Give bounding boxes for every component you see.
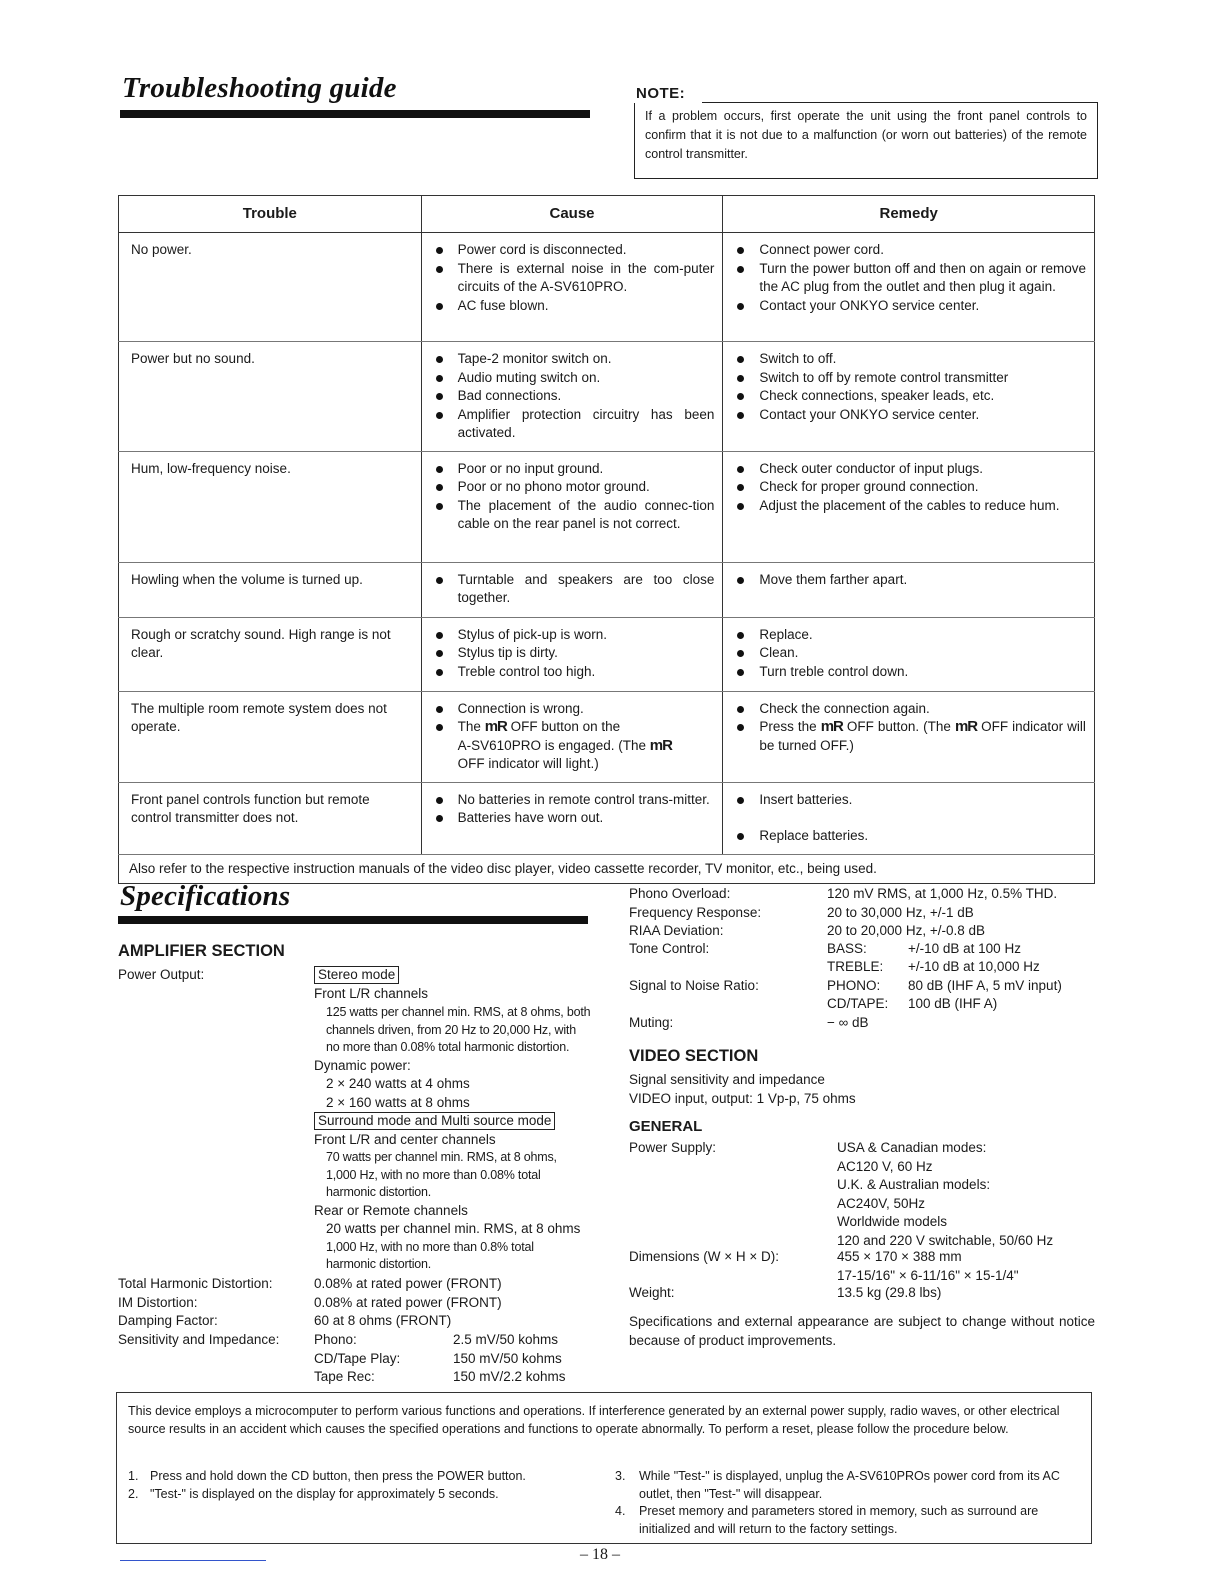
remedy-cell xyxy=(723,782,1095,854)
cause-item: Power cord is disconnected. xyxy=(434,241,715,260)
note-text: If a problem occurs, first operate the unit using the front panel controls to confirm that it is not due to a malfunction (or worn out batteries) of the remote control transmitter. xyxy=(645,109,1087,161)
trouble-cell: Rough or scratchy sound. High range is not clear. xyxy=(119,617,422,691)
remedy-item: Check connections, speaker leads, etc. xyxy=(735,387,1086,406)
dim-line: 455 × 170 × 388 mm xyxy=(837,1249,962,1264)
im-value: 0.08% at rated power (FRONT) xyxy=(314,1295,502,1310)
snr-cd-key: CD/TAPE: xyxy=(827,996,889,1011)
cause-cell xyxy=(421,691,723,782)
cause-item: Turntable and speakers are too close together. xyxy=(434,571,715,608)
cause-item: There is external noise in the com-puter circuits of the A-SV610PRO. xyxy=(434,260,715,297)
tone-bass-key: BASS: xyxy=(827,941,867,956)
troubleshooting-title: Troubleshooting guide xyxy=(122,72,397,104)
remedy-item: Move them farther apart. xyxy=(735,571,1086,590)
cause-item xyxy=(434,718,715,774)
dynamic-power-2: 2 × 160 watts at 8 ohms xyxy=(326,1094,470,1110)
cause-item: Bad connections. xyxy=(434,387,715,406)
stereo-mode-label: Stereo mode xyxy=(314,966,399,984)
cause-text: OFF indicator will light.) xyxy=(457,756,599,771)
front-lr-label: Front L/R channels xyxy=(314,985,429,1001)
riaa-value: 20 to 20,000 Hz, +/-0.8 dB xyxy=(827,923,985,938)
remedy-cell xyxy=(723,342,1095,452)
thd-label: Total Harmonic Distortion: xyxy=(118,1276,273,1291)
remedy-item: Check for proper ground connection. xyxy=(735,478,1086,497)
reset-intro: This device employs a microcomputer to perform various functions and operations. If interference generated by an external power supply, radio waves, or other electrical source results in an accident which causes the specified operations and functions to operate abnormally. To perform a reset, please follow the procedure below. xyxy=(128,1404,1060,1436)
step-number: 3. xyxy=(615,1469,626,1483)
muting-value: − ∞ dB xyxy=(827,1015,869,1030)
general-heading: GENERAL xyxy=(629,1118,703,1135)
ps-line: AC120 V, 60 Hz xyxy=(837,1158,933,1174)
ps-line: Worldwide models xyxy=(837,1214,948,1229)
damping-value: 60 at 8 ohms (FRONT) xyxy=(314,1313,452,1328)
step-number: 2. xyxy=(128,1486,139,1501)
table-footer-note: Also refer to the respective instruction manuals of the video disc player, video cassette recorder, TV monitor, etc., being used. xyxy=(119,854,1095,884)
muting-label: Muting: xyxy=(629,1015,674,1030)
reset-step xyxy=(615,1468,1081,1503)
remedy-cell xyxy=(723,562,1095,617)
front-center-desc xyxy=(314,1149,614,1202)
cause-text: OFF button on the xyxy=(510,719,621,734)
remedy-cell xyxy=(723,617,1095,691)
remedy-item: Turn treble control down. xyxy=(735,663,1086,682)
dynamic-power-1: 2 × 240 watts at 4 ohms xyxy=(326,1076,470,1091)
cause-item: Amplifier protection circuitry has been activated. xyxy=(434,406,715,443)
rear-desc xyxy=(314,1239,614,1274)
specs-disclaimer: Specifications and external appearance are subject to change without notice because of product improvements. xyxy=(629,1314,1095,1348)
cause-text: The xyxy=(457,719,481,734)
desc-line: harmonic distortion. xyxy=(326,1185,432,1199)
step-text: Press and hold down the CD button, then press the POWER button. xyxy=(150,1469,526,1483)
remedy-item: Connect power cord. xyxy=(735,241,1086,260)
cause-item: Treble control too high. xyxy=(434,663,715,682)
cause-item: No batteries in remote control trans-mitter. xyxy=(434,791,715,810)
front-lr-desc xyxy=(314,1004,614,1057)
weight-value: 13.5 kg (29.8 lbs) xyxy=(837,1285,942,1300)
table-row xyxy=(119,562,1095,617)
ps-line: USA & Canadian modes: xyxy=(837,1140,987,1155)
snr-phono-key: PHONO: xyxy=(827,978,881,993)
cause-item: Poor or no input ground. xyxy=(434,460,715,479)
weight-label: Weight: xyxy=(629,1285,675,1300)
step-text: "Test-" is displayed on the display for approximately 5 seconds. xyxy=(150,1486,499,1501)
tone-treble-key: TREBLE: xyxy=(827,959,884,974)
trouble-cell: Hum, low-frequency noise. xyxy=(119,451,422,562)
reset-info-box xyxy=(116,1392,1092,1544)
cause-item: Batteries have worn out. xyxy=(434,809,715,828)
dim-line: 17-15/16" × 6-11/16" × 15-1/4" xyxy=(837,1267,1019,1283)
ps-line: 120 and 220 V switchable, 50/60 Hz xyxy=(837,1232,1054,1248)
table-row xyxy=(119,233,1095,342)
reset-step xyxy=(128,1468,598,1486)
snr-cd-val: 100 dB (IHF A) xyxy=(908,996,998,1011)
reset-step xyxy=(615,1503,1081,1538)
desc-line: 1,000 Hz, with no more than 0.08% total xyxy=(326,1167,541,1182)
dimensions-values xyxy=(837,1248,1019,1285)
header-remedy: Remedy xyxy=(723,196,1095,233)
table-header-row xyxy=(119,196,1095,233)
remedy-item: Clean. xyxy=(735,644,1086,663)
power-supply-label: Power Supply: xyxy=(629,1140,717,1155)
desc-line: 1,000 Hz, with no more than 0.8% total xyxy=(326,1239,534,1254)
trouble-cell: Front panel controls function but remote control transmitter does not. xyxy=(119,782,422,854)
remedy-item: Switch to off. xyxy=(735,350,1086,369)
title-rule xyxy=(120,110,590,118)
table-row xyxy=(119,691,1095,782)
riaa-label: RIAA Deviation: xyxy=(629,923,724,938)
remedy-text: OFF button. (The xyxy=(846,719,951,734)
front-center-label: Front L/R and center channels xyxy=(314,1131,496,1147)
power-output-label: Power Output: xyxy=(118,967,205,982)
tone-treble-val: +/-10 dB at 10,000 Hz xyxy=(908,959,1040,974)
step-number: 1. xyxy=(128,1469,139,1483)
cause-cell xyxy=(421,562,723,617)
power-output-block xyxy=(314,966,614,1274)
freq-value: 20 to 30,000 Hz, +/-1 dB xyxy=(827,905,974,920)
mr-icon: mR xyxy=(954,718,978,735)
rear-label: Rear or Remote channels xyxy=(314,1202,468,1218)
power-supply-values xyxy=(837,1139,1053,1250)
reset-steps-right xyxy=(615,1468,1081,1538)
table-row xyxy=(119,342,1095,452)
cause-item: The placement of the audio connec-tion cable on the rear panel is not correct. xyxy=(434,497,715,534)
specifications-title: Specifications xyxy=(120,880,291,912)
cause-item: Stylus of pick-up is worn. xyxy=(434,626,715,645)
sens-cd-key: CD/Tape Play: xyxy=(314,1351,401,1366)
surround-mode-label: Surround mode and Multi source mode xyxy=(314,1112,555,1130)
phono-overload-value: 120 mV RMS, at 1,000 Hz, 0.5% THD. xyxy=(827,886,1058,901)
remedy-item: Turn the power button off and then on again or remove the AC plug from the outlet and then plug it again. xyxy=(735,260,1086,297)
mr-icon: mR xyxy=(649,736,672,754)
page-number: – 18 – xyxy=(580,1546,620,1563)
table-row xyxy=(119,617,1095,691)
footer-rule xyxy=(120,1560,266,1561)
phono-overload-label: Phono Overload: xyxy=(629,886,731,901)
sens-tape-key: Tape Rec: xyxy=(314,1369,375,1384)
desc-line: 70 watts per channel min. RMS, at 8 ohms, xyxy=(326,1150,557,1164)
step-text: Preset memory and parameters stored in memory, such as surround are initialized and will return to the factory settings. xyxy=(639,1504,1039,1536)
snr-label: Signal to Noise Ratio: xyxy=(629,978,759,993)
thd-value: 0.08% at rated power (FRONT) xyxy=(314,1276,502,1291)
desc-line: channels driven, from 20 Hz to 20,000 Hz, with xyxy=(326,1022,576,1037)
sens-tape-val: 150 mV/2.2 kohms xyxy=(453,1369,566,1384)
video-line-2: VIDEO input, output: 1 Vp-p, 75 ohms xyxy=(629,1091,856,1106)
remedy-text: Press the xyxy=(759,719,817,734)
trouble-cell: No power. xyxy=(119,233,422,342)
remedy-item: Replace batteries. xyxy=(735,827,1086,846)
remedy-item: Contact your ONKYO service center. xyxy=(735,406,1086,425)
cause-cell xyxy=(421,451,723,562)
cause-cell xyxy=(421,617,723,691)
mr-icon: mR xyxy=(484,718,507,735)
cause-item: Stylus tip is dirty. xyxy=(434,644,715,663)
remedy-item: Insert batteries. xyxy=(735,791,1086,810)
remedy-item: Switch to off by remote control transmitter xyxy=(735,369,1086,388)
desc-line: harmonic distortion. xyxy=(326,1257,432,1271)
sens-phono-val: 2.5 mV/50 kohms xyxy=(453,1332,559,1347)
amplifier-heading: AMPLIFIER SECTION xyxy=(118,942,285,960)
table-row xyxy=(119,451,1095,562)
video-line-1: Signal sensitivity and impedance xyxy=(629,1072,825,1087)
cause-item: Tape-2 monitor switch on. xyxy=(434,350,715,369)
step-number: 4. xyxy=(615,1504,626,1518)
sensitivity-label: Sensitivity and Impedance: xyxy=(118,1332,280,1347)
dimensions-label: Dimensions (W × H × D): xyxy=(629,1249,780,1264)
cause-text: A-SV610PRO is engaged. (The xyxy=(457,737,647,753)
freq-label: Frequency Response: xyxy=(629,905,762,920)
note-box xyxy=(634,103,1098,179)
sens-cd-val: 150 mV/50 kohms xyxy=(453,1351,562,1366)
trouble-cell: The multiple room remote system does not operate. xyxy=(119,691,422,782)
reset-step xyxy=(128,1486,598,1504)
mr-icon: mR xyxy=(820,718,843,735)
cause-item: AC fuse blown. xyxy=(434,297,715,316)
remedy-text: OFF indicator will be turned OFF.) xyxy=(759,719,1086,753)
rear-desc-1: 20 watts per channel min. RMS, at 8 ohms xyxy=(326,1221,581,1236)
remedy-cell xyxy=(723,451,1095,562)
trouble-cell: Power but no sound. xyxy=(119,342,422,452)
remedy-item: Check outer conductor of input plugs. xyxy=(735,460,1086,479)
troubleshooting-table xyxy=(118,195,1095,884)
cause-item: Audio muting switch on. xyxy=(434,369,715,388)
header-cause: Cause xyxy=(421,196,723,233)
specs-rule xyxy=(118,916,588,924)
dynamic-power-label: Dynamic power: xyxy=(314,1057,411,1073)
remedy-cell xyxy=(723,691,1095,782)
cause-cell xyxy=(421,233,723,342)
remedy-item: Check the connection again. xyxy=(735,700,1086,719)
header-trouble: Trouble xyxy=(119,196,422,233)
remedy-item: Replace. xyxy=(735,626,1086,645)
cause-cell xyxy=(421,782,723,854)
note-label: NOTE: xyxy=(636,85,686,102)
snr-phono-val: 80 dB (IHF A, 5 mV input) xyxy=(908,978,1062,993)
tone-bass-val: +/-10 dB at 100 Hz xyxy=(908,941,1021,956)
step-text: While "Test-" is displayed, unplug the A-SV610PROs power cord from its AC outlet, then "Test-" will disappear. xyxy=(639,1469,1060,1501)
remedy-item xyxy=(735,718,1086,755)
tone-label: Tone Control: xyxy=(629,941,710,956)
im-label: IM Distortion: xyxy=(118,1295,198,1310)
table-row xyxy=(119,782,1095,854)
desc-line: no more than 0.08% total harmonic distortion. xyxy=(326,1040,570,1054)
remedy-item: Contact your ONKYO service center. xyxy=(735,297,1086,316)
cause-item: Poor or no phono motor ground. xyxy=(434,478,715,497)
sens-phono-key: Phono: xyxy=(314,1332,357,1347)
ps-line: U.K. & Australian models: xyxy=(837,1177,991,1192)
damping-label: Damping Factor: xyxy=(118,1313,218,1328)
desc-line: 125 watts per channel min. RMS, at 8 ohms, both xyxy=(326,1005,591,1019)
remedy-item: Adjust the placement of the cables to reduce hum. xyxy=(735,497,1086,516)
cause-item: Connection is wrong. xyxy=(434,700,715,719)
trouble-cell: Howling when the volume is turned up. xyxy=(119,562,422,617)
remedy-cell xyxy=(723,233,1095,342)
reset-steps-left xyxy=(128,1468,598,1503)
ps-line: AC240V, 50Hz xyxy=(837,1195,926,1211)
cause-cell xyxy=(421,342,723,452)
video-heading: VIDEO SECTION xyxy=(629,1047,759,1065)
